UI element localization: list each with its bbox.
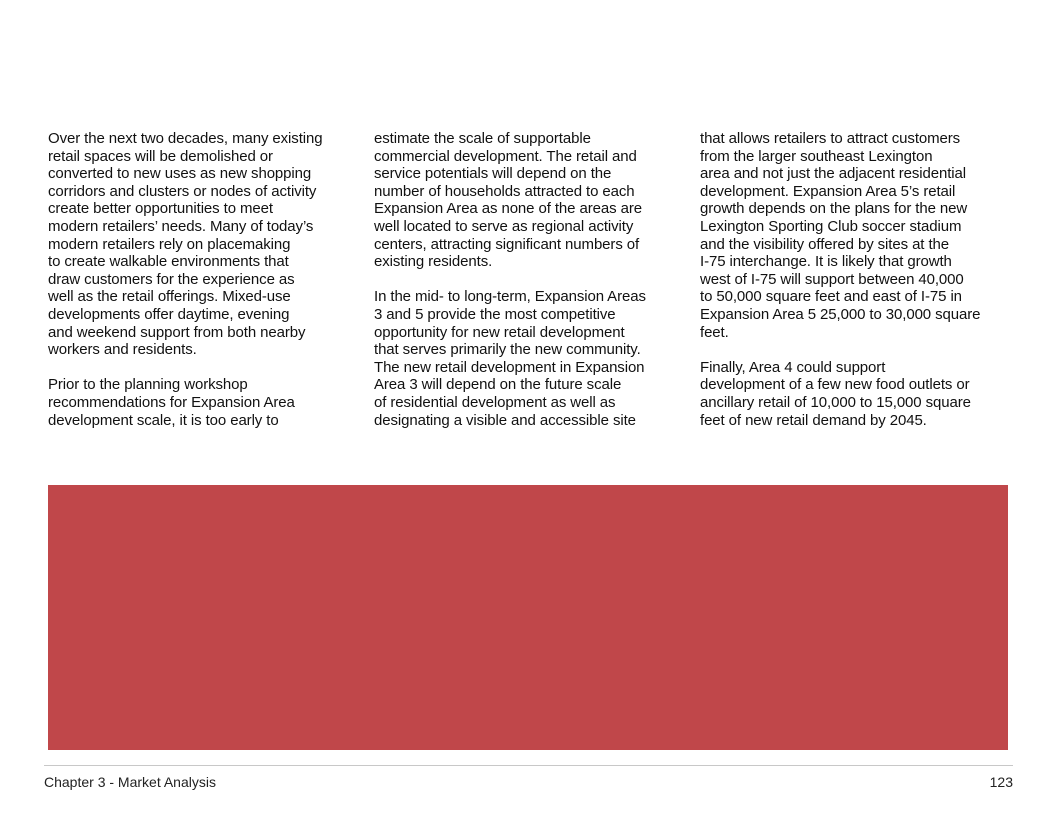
text-column-3 (700, 130, 1012, 429)
paragraph: In the mid- to long-term, Expansion Areas 3 and 5 provide the most competitive opportunity for new retail development that serves primarily the new community. The new retail development in Expansion Area 3 will depend on the future scale of residential development as well as designating a visible and accessible site (374, 288, 646, 429)
footer-chapter-title: Chapter 3 - Market Analysis (44, 774, 216, 790)
paragraph: estimate the scale of supportable commercial development. The retail and service potentials will depend on the number of households attracted to each Expansion Area as none of the areas are well located to serve as regional activity centers, attracting significant numbers of existing residents. (374, 130, 642, 271)
text-column-2 (374, 130, 686, 429)
paragraph: Over the next two decades, many existing retail spaces will be demolished or converted to new uses as new shopping corridors and clusters or nodes of activity create better opportunities to meet modern retailers’ needs. Many of today’s modern retailers rely on placemaking to create walkable environments that draw customers for the experience as well as the retail offerings. Mixed-use developments offer daytime, evening and weekend support from both nearby workers and residents. (48, 130, 323, 359)
paragraph: that allows retailers to attract customers from the larger southeast Lexington area and not just the adjacent residential development. Expansion Area 5’s retail growth depends on the plans for the new Lexington Sporting Club soccer stadium and the visibility offered by sites at the I-75 interchange. It is likely that growth west of I-75 will support between 40,000 to 50,000 square feet and east of I-75 in Expansion Area 5 25,000 to 30,000 square feet. (700, 130, 981, 341)
paragraph: Prior to the planning workshop recommendations for Expansion Area development scale, it is too early to (48, 376, 295, 429)
color-block (48, 485, 1008, 750)
footer-divider (44, 765, 1013, 766)
page-number: 123 (989, 774, 1013, 790)
paragraph: Finally, Area 4 could support development of a few new food outlets or ancillary retail of 10,000 to 15,000 square feet of new retail demand by 2045. (700, 358, 971, 429)
text-column-1 (48, 130, 360, 429)
